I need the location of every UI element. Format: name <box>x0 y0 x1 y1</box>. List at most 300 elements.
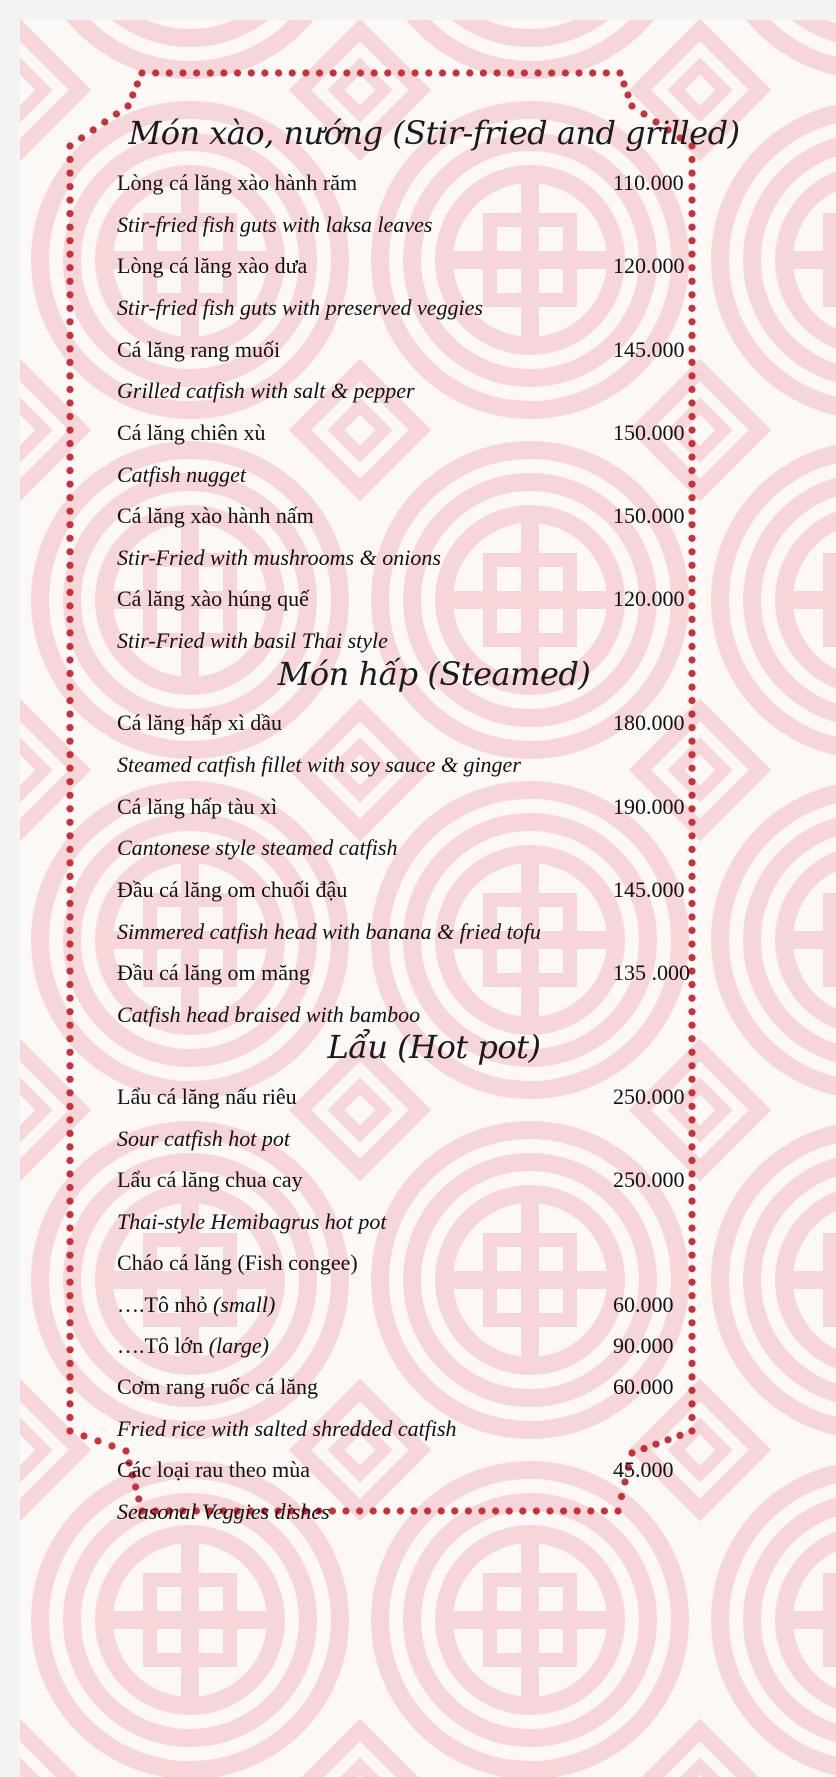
congee-size-row <box>117 1292 275 1318</box>
border-dot <box>66 1211 73 1218</box>
border-dot <box>66 832 73 839</box>
border-dot <box>688 832 695 839</box>
border-dot <box>66 562 73 569</box>
border-dot <box>66 521 73 528</box>
border-dot <box>397 1507 404 1514</box>
border-dot <box>688 1265 695 1272</box>
item-price: 180.000 <box>613 710 685 735</box>
border-dot <box>688 305 695 312</box>
border-dot <box>688 1279 695 1286</box>
border-dot <box>66 251 73 258</box>
border-dot <box>688 819 695 826</box>
border-dot <box>316 69 323 76</box>
border-dot <box>688 1414 695 1421</box>
border-dot <box>425 69 432 76</box>
border-dot <box>688 318 695 325</box>
border-dot <box>688 1238 695 1245</box>
border-dot <box>275 69 282 76</box>
border-dot <box>492 1507 499 1514</box>
border-dot <box>688 197 695 204</box>
border-dot <box>688 386 695 393</box>
border-dot <box>688 454 695 461</box>
border-dot <box>465 1507 472 1514</box>
border-dot <box>66 1414 73 1421</box>
border-dot <box>342 1507 349 1514</box>
border-dot <box>688 927 695 934</box>
item-price: 90.000 <box>613 1333 674 1358</box>
border-dot <box>66 1292 73 1299</box>
border-dot <box>66 684 73 691</box>
border-dot <box>66 1252 73 1259</box>
border-dot <box>688 751 695 758</box>
border-dot <box>138 69 145 76</box>
border-dot <box>688 562 695 569</box>
border-dot <box>66 278 73 285</box>
border-dot <box>66 859 73 866</box>
border-dot <box>66 1035 73 1042</box>
border-dot <box>676 1432 683 1439</box>
border-dot <box>66 1387 73 1394</box>
border-dot <box>66 1103 73 1110</box>
item-price: 190.000 <box>613 794 685 819</box>
border-dot <box>134 80 141 87</box>
border-dot <box>640 1445 647 1452</box>
border-dot <box>688 399 695 406</box>
item-english: Fried rice with salted shredded catfish <box>117 1416 457 1441</box>
border-dot <box>66 1022 73 1029</box>
border-dot <box>220 69 227 76</box>
border-dot <box>113 110 120 117</box>
border-dot <box>66 481 73 488</box>
border-dot <box>66 589 73 596</box>
border-dot <box>66 237 73 244</box>
border-dot <box>688 183 695 190</box>
border-dot <box>66 1238 73 1245</box>
border-dot <box>356 1507 363 1514</box>
item-english: Stir-fried fish guts with preserved veggies <box>117 295 483 320</box>
border-dot <box>66 305 73 312</box>
border-dot <box>66 656 73 663</box>
border-dot <box>66 359 73 366</box>
item-name: Lòng cá lăng xào hành răm <box>117 170 358 195</box>
border-dot <box>601 1507 608 1514</box>
border-dot <box>66 1373 73 1380</box>
border-dot <box>66 778 73 785</box>
border-dot <box>132 1483 139 1490</box>
border-dot <box>66 981 73 988</box>
border-dot <box>451 1507 458 1514</box>
border-dot <box>66 697 73 704</box>
border-dot <box>688 900 695 907</box>
border-dot <box>66 805 73 812</box>
border-dot <box>248 69 255 76</box>
item-price: 145.000 <box>613 877 685 902</box>
border-dot <box>688 535 695 542</box>
border-dot <box>66 1360 73 1367</box>
border-dot <box>688 738 695 745</box>
item-name: Lòng cá lăng xào dưa <box>117 253 308 278</box>
border-dot <box>688 670 695 677</box>
border-dot <box>688 1116 695 1123</box>
border-dot <box>688 494 695 501</box>
border-dot <box>94 1437 101 1444</box>
border-dot <box>66 386 73 393</box>
border-dot <box>66 1346 73 1353</box>
item-name: Cá lăng rang muối <box>117 337 281 362</box>
border-dot <box>688 1319 695 1326</box>
border-dot <box>688 467 695 474</box>
border-dot <box>616 69 623 76</box>
border-dot <box>688 1103 695 1110</box>
border-dot <box>628 1449 635 1456</box>
item-english: Sour catfish hot pot <box>117 1126 290 1151</box>
border-dot <box>688 332 695 339</box>
border-dot <box>688 656 695 663</box>
border-dot <box>66 913 73 920</box>
border-dot <box>688 1049 695 1056</box>
border-dot <box>66 602 73 609</box>
border-dot <box>66 454 73 461</box>
border-dot <box>688 345 695 352</box>
border-dot <box>688 1427 695 1434</box>
border-dot <box>688 521 695 528</box>
border-dot <box>688 846 695 853</box>
border-dot <box>688 1062 695 1069</box>
border-dot <box>66 1427 73 1434</box>
border-dot <box>688 1211 695 1218</box>
item-name: Cá lăng hấp tàu xì <box>117 794 278 819</box>
border-dot <box>66 1265 73 1272</box>
border-dot <box>688 548 695 555</box>
border-dot <box>66 873 73 880</box>
border-dot <box>688 1225 695 1232</box>
border-dot <box>466 69 473 76</box>
border-dot <box>66 1089 73 1096</box>
border-dot <box>66 440 73 447</box>
border-dot <box>688 1373 695 1380</box>
border-dot <box>384 69 391 76</box>
congee-size-label: (small) <box>212 1292 276 1317</box>
border-dot <box>66 197 73 204</box>
border-dot <box>66 1333 73 1340</box>
border-dot <box>562 69 569 76</box>
border-dot <box>383 1507 390 1514</box>
border-dot <box>66 1116 73 1123</box>
border-dot <box>688 224 695 231</box>
item-price: 250.000 <box>613 1084 685 1109</box>
border-dot <box>688 913 695 920</box>
border-dot <box>688 210 695 217</box>
border-dot <box>521 69 528 76</box>
border-dot <box>688 1170 695 1177</box>
border-dot <box>66 1225 73 1232</box>
border-dot <box>66 711 73 718</box>
item-english: Cantonese style steamed catfish <box>117 835 398 860</box>
item-name: Đầu cá lăng om măng <box>117 960 311 985</box>
border-dot <box>66 886 73 893</box>
border-dot <box>688 805 695 812</box>
border-dot <box>302 69 309 76</box>
border-dot <box>66 467 73 474</box>
border-dot <box>506 1507 513 1514</box>
border-dot <box>330 69 337 76</box>
border-dot <box>478 1507 485 1514</box>
border-dot <box>66 332 73 339</box>
border-dot <box>329 1507 336 1514</box>
border-dot <box>560 1507 567 1514</box>
border-dot <box>66 1198 73 1205</box>
border-dot <box>66 724 73 731</box>
border-dot <box>371 69 378 76</box>
border-dot <box>90 126 97 133</box>
border-dot <box>494 69 501 76</box>
item-name: Đầu cá lăng om chuối đậu <box>117 877 348 902</box>
item-english: Grilled catfish with salt & pepper <box>117 378 415 403</box>
item-english: Stir-fried fish guts with laksa leaves <box>117 212 433 237</box>
border-dot <box>152 69 159 76</box>
item-english: Seasonal Veggies dishes <box>117 1499 330 1524</box>
border-dot <box>688 481 695 488</box>
border-dot <box>688 1130 695 1137</box>
section-title-stir-fried: Món xào, nướng (Stir-fried and grilled) <box>128 114 740 152</box>
border-dot <box>688 359 695 366</box>
border-dot <box>688 1346 695 1353</box>
item-name: Cơm rang ruốc cá lăng <box>117 1374 319 1399</box>
border-dot <box>66 670 73 677</box>
item-name: Lẩu cá lăng chua cay <box>117 1167 303 1192</box>
border-dot <box>688 602 695 609</box>
menu-page <box>20 20 836 1777</box>
item-name: Cá lăng xào húng quế <box>117 586 309 611</box>
border-dot <box>398 69 405 76</box>
item-price: 60.000 <box>613 1374 674 1399</box>
item-english: Catfish head braised with bamboo <box>117 1002 421 1027</box>
border-dot <box>66 1049 73 1056</box>
border-dot <box>688 1157 695 1164</box>
border-dot <box>66 224 73 231</box>
border-dot <box>688 1333 695 1340</box>
border-dot <box>66 170 73 177</box>
border-dot <box>574 1507 581 1514</box>
item-name: Cá lăng hấp xì dầu <box>117 710 282 735</box>
border-dot <box>688 278 695 285</box>
border-dot <box>66 575 73 582</box>
border-dot <box>688 1306 695 1313</box>
border-dot <box>122 1447 129 1454</box>
border-dot <box>66 819 73 826</box>
border-dot <box>688 508 695 515</box>
border-dot <box>688 941 695 948</box>
border-dot <box>438 1507 445 1514</box>
border-dot <box>412 69 419 76</box>
border-dot <box>66 1130 73 1137</box>
border-dot <box>66 968 73 975</box>
item-price: 120.000 <box>613 253 685 278</box>
border-dot <box>66 751 73 758</box>
border-dot <box>66 846 73 853</box>
border-dot <box>66 548 73 555</box>
border-dot <box>166 69 173 76</box>
border-dot <box>80 1432 87 1439</box>
border-dot <box>78 134 85 141</box>
border-dot <box>688 778 695 785</box>
border-dot <box>664 1436 671 1443</box>
border-dot <box>66 427 73 434</box>
border-dot <box>652 1441 659 1448</box>
border-dot <box>66 399 73 406</box>
section-title-steamed: Món hấp (Steamed) <box>277 655 591 693</box>
border-dot <box>688 1252 695 1259</box>
border-dot <box>603 69 610 76</box>
item-english: Thai-style Hemibagrus hot pot <box>117 1209 387 1234</box>
border-dot <box>688 643 695 650</box>
border-dot <box>535 69 542 76</box>
border-dot <box>66 264 73 271</box>
border-dot <box>688 629 695 636</box>
border-dot <box>124 102 131 109</box>
border-dot <box>688 711 695 718</box>
border-dot <box>628 102 635 109</box>
border-dot <box>688 575 695 582</box>
border-dot <box>66 1279 73 1286</box>
border-dot <box>66 494 73 501</box>
border-dot <box>370 1507 377 1514</box>
border-dot <box>66 508 73 515</box>
item-english: Simmered catfish head with banana & fried tofu <box>117 919 541 944</box>
border-dot <box>66 372 73 379</box>
border-dot <box>108 1442 115 1449</box>
border-dot <box>688 1008 695 1015</box>
border-dot <box>66 142 73 149</box>
congee-label: Cháo cá lăng (Fish congee) <box>117 1250 358 1275</box>
border-dot <box>688 1089 695 1096</box>
border-dot <box>66 900 73 907</box>
border-dot <box>66 738 73 745</box>
border-dot <box>343 69 350 76</box>
border-dot <box>519 1507 526 1514</box>
border-dot <box>688 1360 695 1367</box>
border-dot <box>66 318 73 325</box>
congee-size-row <box>117 1333 269 1359</box>
border-dot <box>688 413 695 420</box>
border-dot <box>66 941 73 948</box>
border-dot <box>688 1292 695 1299</box>
border-dot <box>66 535 73 542</box>
item-name: Cá lăng xào hành nấm <box>117 503 314 528</box>
border-dot <box>289 69 296 76</box>
border-dot <box>688 792 695 799</box>
border-dot <box>66 183 73 190</box>
border-dot <box>575 69 582 76</box>
border-dot <box>688 1198 695 1205</box>
border-dot <box>424 1507 431 1514</box>
item-price: 135 .000 <box>613 960 690 985</box>
border-dot <box>688 684 695 691</box>
border-dot <box>688 616 695 623</box>
border-dot <box>688 995 695 1002</box>
item-english: Stir-Fried with basil Thai style <box>117 628 388 653</box>
border-dot <box>688 724 695 731</box>
border-dot <box>688 156 695 163</box>
item-price: 110.000 <box>613 170 684 195</box>
border-dot <box>688 1387 695 1394</box>
border-dot <box>587 1507 594 1514</box>
border-dot <box>548 69 555 76</box>
border-dot <box>688 1022 695 1029</box>
border-dot <box>66 995 73 1002</box>
border-dot <box>688 873 695 880</box>
item-price: 45.000 <box>613 1457 674 1482</box>
border-dot <box>66 210 73 217</box>
border-dot <box>66 1157 73 1164</box>
border-dot <box>66 1400 73 1407</box>
border-dot <box>688 170 695 177</box>
border-dot <box>66 413 73 420</box>
border-dot <box>66 629 73 636</box>
border-dot <box>66 1319 73 1326</box>
border-dot <box>688 1076 695 1083</box>
border-dot <box>66 291 73 298</box>
border-dot <box>688 1035 695 1042</box>
item-price: 145.000 <box>613 337 685 362</box>
border-dot <box>66 616 73 623</box>
border-dot <box>101 118 108 125</box>
border-dot <box>688 264 695 271</box>
border-dot <box>688 886 695 893</box>
border-dot <box>207 69 214 76</box>
border-dot <box>410 1507 417 1514</box>
border-dot <box>66 792 73 799</box>
border-dot <box>66 345 73 352</box>
border-dot <box>179 69 186 76</box>
border-dot <box>234 69 241 76</box>
item-english: Steamed catfish fillet with soy sauce & ginger <box>117 752 521 777</box>
border-dot <box>66 1076 73 1083</box>
border-dot <box>688 427 695 434</box>
border-dot <box>688 237 695 244</box>
border-dot <box>688 765 695 772</box>
border-dot <box>688 440 695 447</box>
item-english: Catfish nugget <box>117 462 246 487</box>
border-dot <box>66 1170 73 1177</box>
border-dot <box>618 1493 625 1500</box>
border-dot <box>688 251 695 258</box>
item-name: Cá lăng chiên xù <box>117 420 266 445</box>
section-title-hot-pot: Lẩu (Hot pot) <box>327 1028 541 1066</box>
border-dot <box>620 80 627 87</box>
border-dot <box>688 1143 695 1150</box>
item-price: 120.000 <box>613 586 685 611</box>
border-dot <box>357 69 364 76</box>
border-dot <box>688 372 695 379</box>
border-dot <box>66 643 73 650</box>
border-dot <box>66 1306 73 1313</box>
border-dot <box>688 291 695 298</box>
border-dot <box>439 69 446 76</box>
border-dot <box>533 1507 540 1514</box>
border-dot <box>688 697 695 704</box>
congee-size-label: (large) <box>208 1333 269 1358</box>
border-dot <box>193 69 200 76</box>
border-dot <box>624 91 631 98</box>
border-dot <box>507 69 514 76</box>
border-dot <box>129 91 136 98</box>
item-price: 150.000 <box>613 503 685 528</box>
border-dot <box>688 1400 695 1407</box>
border-dot <box>66 1143 73 1150</box>
border-dot <box>66 156 73 163</box>
border-dot <box>261 69 268 76</box>
